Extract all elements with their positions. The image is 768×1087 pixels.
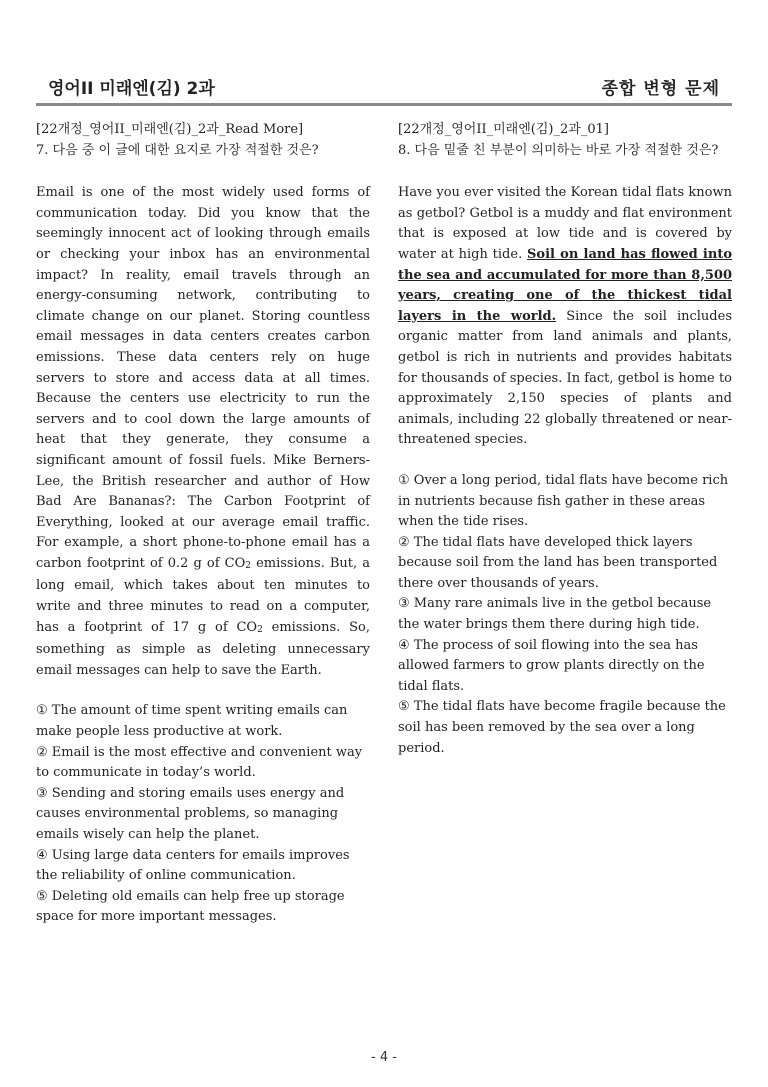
choice-1[interactable]: ① Over a long period, tidal flats have become rich in nutrients because fish gather in these areas when the tide rises. — [398, 472, 729, 530]
passage-text: emissions. So, something as simple as deleting unnecessary email messages can help to save the Earth. — [36, 619, 370, 678]
choice-5[interactable]: ⑤ The tidal flats have become fragile because the soil has been removed by the sea over a long period. — [398, 699, 726, 756]
choice-2[interactable]: ② The tidal flats have developed thick layers because soil from the land has been transported there over thousands of years. — [398, 534, 718, 591]
passage — [398, 183, 732, 451]
header-title: 영어II 미래엔(김) 2과 — [48, 79, 215, 99]
question-prompt: 8. 다음 밑줄 친 부분이 의미하는 바로 가장 적절한 것은? — [398, 142, 719, 158]
choice-4[interactable]: ④ Using large data centers for emails improves the reliability of online communication. — [36, 847, 350, 884]
underlined-phrase: Soil on land has flowed into the sea and accumulated for more than 8,500 years, creating one of the thickest tidal layers in the world. — [398, 246, 732, 324]
subscript: 2 — [245, 560, 251, 571]
choice-1[interactable]: ① The amount of time spent writing emails can make people less productive at work. — [36, 703, 348, 740]
passage-text: Email is one of the most widely used forms of communication today. Did you know that the seemingly innocent act of looking through emails or checking your inbox has an environmental impact? In reality, email travels through an energy-consuming network, contributing to climate change on our planet. Storing countless email messages in data centers creates carbon emissions. These data centers rely on huge servers to store and access data at all times. Because the centers use electricity to run the servers and to cool down the large amounts of heat that they generate, they consume a significant amount of fossil fuels. Mike Berners-Lee, the British researcher and author of How Bad Are Bananas?: The Carbon Footprint of Everything, looked at our average email traffic. For example, a short phone-to-phone email has a carbon footprint of 0.2 g of CO — [36, 185, 370, 571]
choice-5[interactable]: ⑤ Deleting old emails can help free up storage space for more important messages. — [36, 888, 345, 925]
question-code: [22개정_영어II_미래엔(김)_2과_01] — [398, 122, 609, 137]
subscript: 2 — [257, 624, 263, 635]
header-subtitle: 종합 변형 문제 — [601, 79, 720, 99]
passage-text: emissions. But, a long email, which takes about ten minutes to write and three minutes to read on a computer, has a footprint of 17 g of CO — [36, 555, 370, 635]
question-code: [22개정_영어II_미래엔(김)_2과_Read More] — [36, 122, 304, 137]
passage-text: Have you ever visited the Korean tidal flats known as getbol? Getbol is a muddy and flat environment that is exposed at low tide and is covered by water at high tide. — [398, 185, 732, 262]
passage — [36, 183, 370, 681]
passage-text: Since the soil includes organic matter from land animals and plants, getbol is rich in nutrients and provides habitats for thousands of species. In fact, getbol is home to approximately 2,150 species of plants and animals, including 22 globally threatened or near-threatened species. — [398, 308, 732, 448]
question-prompt: 7. 다음 중 이 글에 대한 요지로 가장 적절한 것은? — [36, 142, 319, 158]
choice-3[interactable]: ③ Many rare animals live in the getbol because the water brings them there during high tide. — [398, 596, 712, 633]
answer-choices — [36, 701, 370, 928]
choice-2[interactable]: ② Email is the most effective and convenient way to communicate in today’s world. — [36, 744, 363, 781]
page-header — [36, 74, 732, 102]
question-8 — [398, 120, 732, 759]
choice-4[interactable]: ④ The process of soil flowing into the sea has allowed farmers to grow plants directly on the tidal flats. — [398, 637, 705, 694]
header-divider — [36, 103, 732, 106]
choice-3[interactable]: ③ Sending and storing emails uses energy and causes environmental problems, so managing emails wisely can help the planet. — [36, 785, 345, 842]
answer-choices — [398, 471, 732, 759]
page-number: - 4 - — [371, 1050, 397, 1065]
question-7 — [36, 120, 370, 928]
